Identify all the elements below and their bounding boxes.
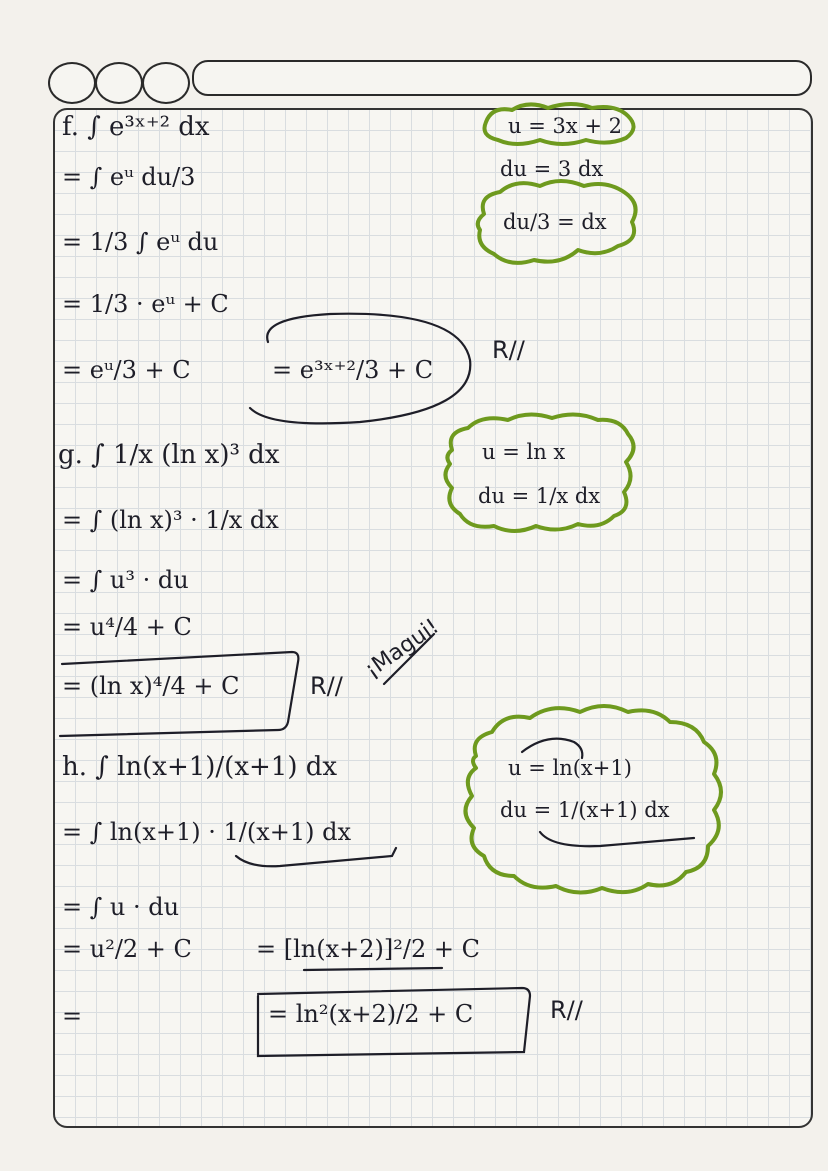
f-sub-u: u = 3x + 2 xyxy=(508,114,622,138)
g-margin-note: ¡Magui! xyxy=(360,614,444,683)
h-line-5: = xyxy=(62,1002,83,1030)
g-line-2: = ∫ (ln x)³ · 1/x dx xyxy=(62,506,279,534)
g-sub-du: du = 1/x dx xyxy=(478,484,601,508)
f-line-1: f. ∫ e³ˣ⁺² dx xyxy=(62,112,210,142)
f-sub-du: du = 3 dx xyxy=(500,157,604,181)
g-reply-mark: R// xyxy=(310,672,343,700)
g-line-3: = ∫ u³ · du xyxy=(62,566,189,594)
header-circle-2 xyxy=(95,62,143,104)
g-sub-u: u = ln x xyxy=(482,440,566,464)
h-reply-mark: R// xyxy=(550,996,583,1024)
h-sub-du: du = 1/(x+1) dx xyxy=(500,798,670,822)
header-circle-3 xyxy=(142,62,190,104)
header-circle-1 xyxy=(48,62,96,104)
f-line-5: = eᵘ/3 + C xyxy=(62,356,191,384)
h-line-3: = ∫ u · du xyxy=(62,893,180,921)
h-line-2: = ∫ ln(x+1) · 1/(x+1) dx xyxy=(62,818,352,846)
h-line-4: = u²/2 + C xyxy=(62,935,192,963)
g-line-1: g. ∫ 1/x (ln x)³ dx xyxy=(58,440,280,470)
h-result: = ln²(x+2)/2 + C xyxy=(268,1000,474,1028)
header-title-bar xyxy=(192,60,812,96)
f-sub-dx: du/3 = dx xyxy=(503,210,607,234)
f-reply-mark: R// xyxy=(492,336,525,364)
h-line-1: h. ∫ ln(x+1)/(x+1) dx xyxy=(62,752,338,782)
f-line-4: = 1/3 · eᵘ + C xyxy=(62,290,229,318)
f-result: = e³ˣ⁺²/3 + C xyxy=(272,356,434,384)
f-line-3: = 1/3 ∫ eᵘ du xyxy=(62,228,219,256)
h-line-4b: = [ln(x+2)]²/2 + C xyxy=(256,935,480,963)
f-line-2: = ∫ eᵘ du/3 xyxy=(62,163,196,191)
h-sub-u: u = ln(x+1) xyxy=(508,756,632,780)
g-result: = (ln x)⁴/4 + C xyxy=(62,672,240,700)
g-line-4: = u⁴/4 + C xyxy=(62,613,192,641)
